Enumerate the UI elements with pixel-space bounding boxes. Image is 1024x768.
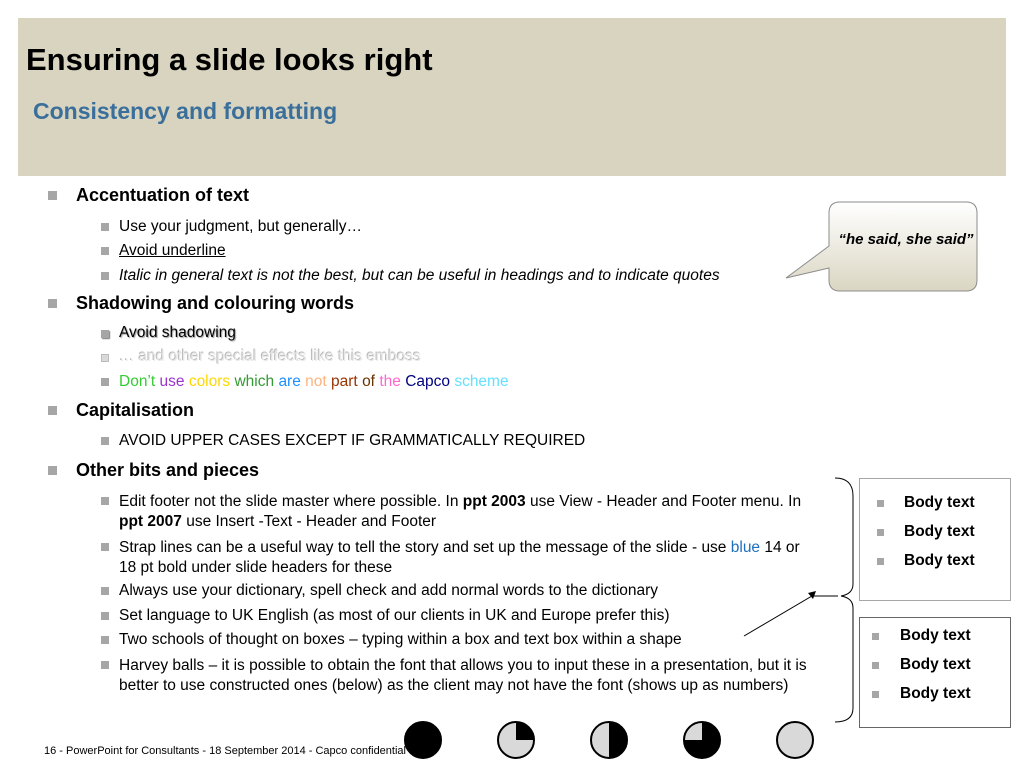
strap-text: 14 or 18 pt bold under slide headers for these bbox=[119, 539, 800, 576]
colour-word: colors bbox=[188, 373, 231, 390]
footer-tip-ppt2003: ppt 2003 bbox=[462, 493, 526, 510]
bullet-harvey-balls: Harvey balls – it is possible to obtain the font that allows you to input these in a presentation, but it is better to use constructed ones (below) as the client may not have the font (shows up as numbers) bbox=[119, 657, 807, 694]
bullet-upper-case: AVOID UPPER CASES EXCEPT IF GRAMMATICALLY REQUIRED bbox=[119, 432, 586, 449]
colour-word: Capco bbox=[405, 373, 450, 390]
strap-text: Strap lines can be a useful way to tell the story and set up the message of the slide - use bbox=[119, 539, 731, 556]
colour-word: Don’t bbox=[119, 373, 156, 390]
box-body-text: Body text bbox=[904, 552, 975, 569]
bullet-dictionary: Always use your dictionary, spell check and add normal words to the dictionary bbox=[119, 582, 659, 599]
harvey-ball bbox=[777, 722, 813, 758]
colour-word: are bbox=[278, 373, 301, 390]
colour-word: part bbox=[331, 373, 358, 390]
slide-footer: 16 - PowerPoint for Consultants - 18 September 2014 - Capco confidential bbox=[44, 745, 406, 757]
slide-subtitle: Consistency and formatting bbox=[33, 98, 338, 124]
box-body-text: Body text bbox=[904, 523, 975, 540]
bullet-avoid-shadowing: Avoid shadowing bbox=[119, 324, 236, 341]
harvey-ball bbox=[498, 722, 534, 758]
bullet-language: Set language to UK English (as most of our clients in UK and Europe prefer this) bbox=[119, 607, 670, 624]
bullet-emboss: … and other special effects like this emboss bbox=[119, 348, 422, 365]
harvey-ball bbox=[591, 722, 627, 758]
slide-title: Ensuring a slide looks right bbox=[26, 42, 433, 77]
bullet-judgment: Use your judgment, but generally… bbox=[119, 218, 362, 235]
box-body-text: Body text bbox=[900, 627, 971, 644]
box-body-text: Body text bbox=[900, 656, 971, 673]
colour-word: scheme bbox=[454, 373, 509, 390]
footer-tip-text: Edit footer not the slide master where possible. In bbox=[119, 493, 463, 510]
harvey-ball bbox=[684, 722, 720, 758]
colour-word: which bbox=[234, 373, 275, 390]
colour-word: the bbox=[379, 373, 401, 390]
section-heading-shadowing: Shadowing and colouring words bbox=[76, 293, 354, 313]
colour-word: use bbox=[159, 373, 185, 390]
footer-tip-ppt2007: ppt 2007 bbox=[119, 513, 182, 530]
colour-word: of bbox=[362, 373, 375, 390]
footer-tip-text: use View - Header and Footer menu. In bbox=[525, 493, 802, 510]
section-heading-accentuation: Accentuation of text bbox=[76, 185, 250, 205]
footer-tip-text: use Insert -Text - Header and Footer bbox=[181, 513, 437, 530]
bullet-avoid-underline: Avoid underline bbox=[119, 242, 226, 259]
strap-blue-word: blue bbox=[730, 539, 761, 556]
colour-word: not bbox=[305, 373, 327, 390]
section-heading-other: Other bits and pieces bbox=[76, 460, 260, 480]
box-body-text: Body text bbox=[900, 685, 971, 702]
callout-quote: “he said, she said” bbox=[838, 231, 974, 248]
section-heading-capitalisation: Capitalisation bbox=[76, 400, 195, 420]
bullet-boxes: Two schools of thought on boxes – typing within a box and text box within a shape bbox=[119, 631, 682, 648]
box-body-text: Body text bbox=[904, 494, 975, 511]
bullet-italic: Italic in general text is not the best, but can be useful in headings and to indicate quotes bbox=[119, 267, 720, 284]
